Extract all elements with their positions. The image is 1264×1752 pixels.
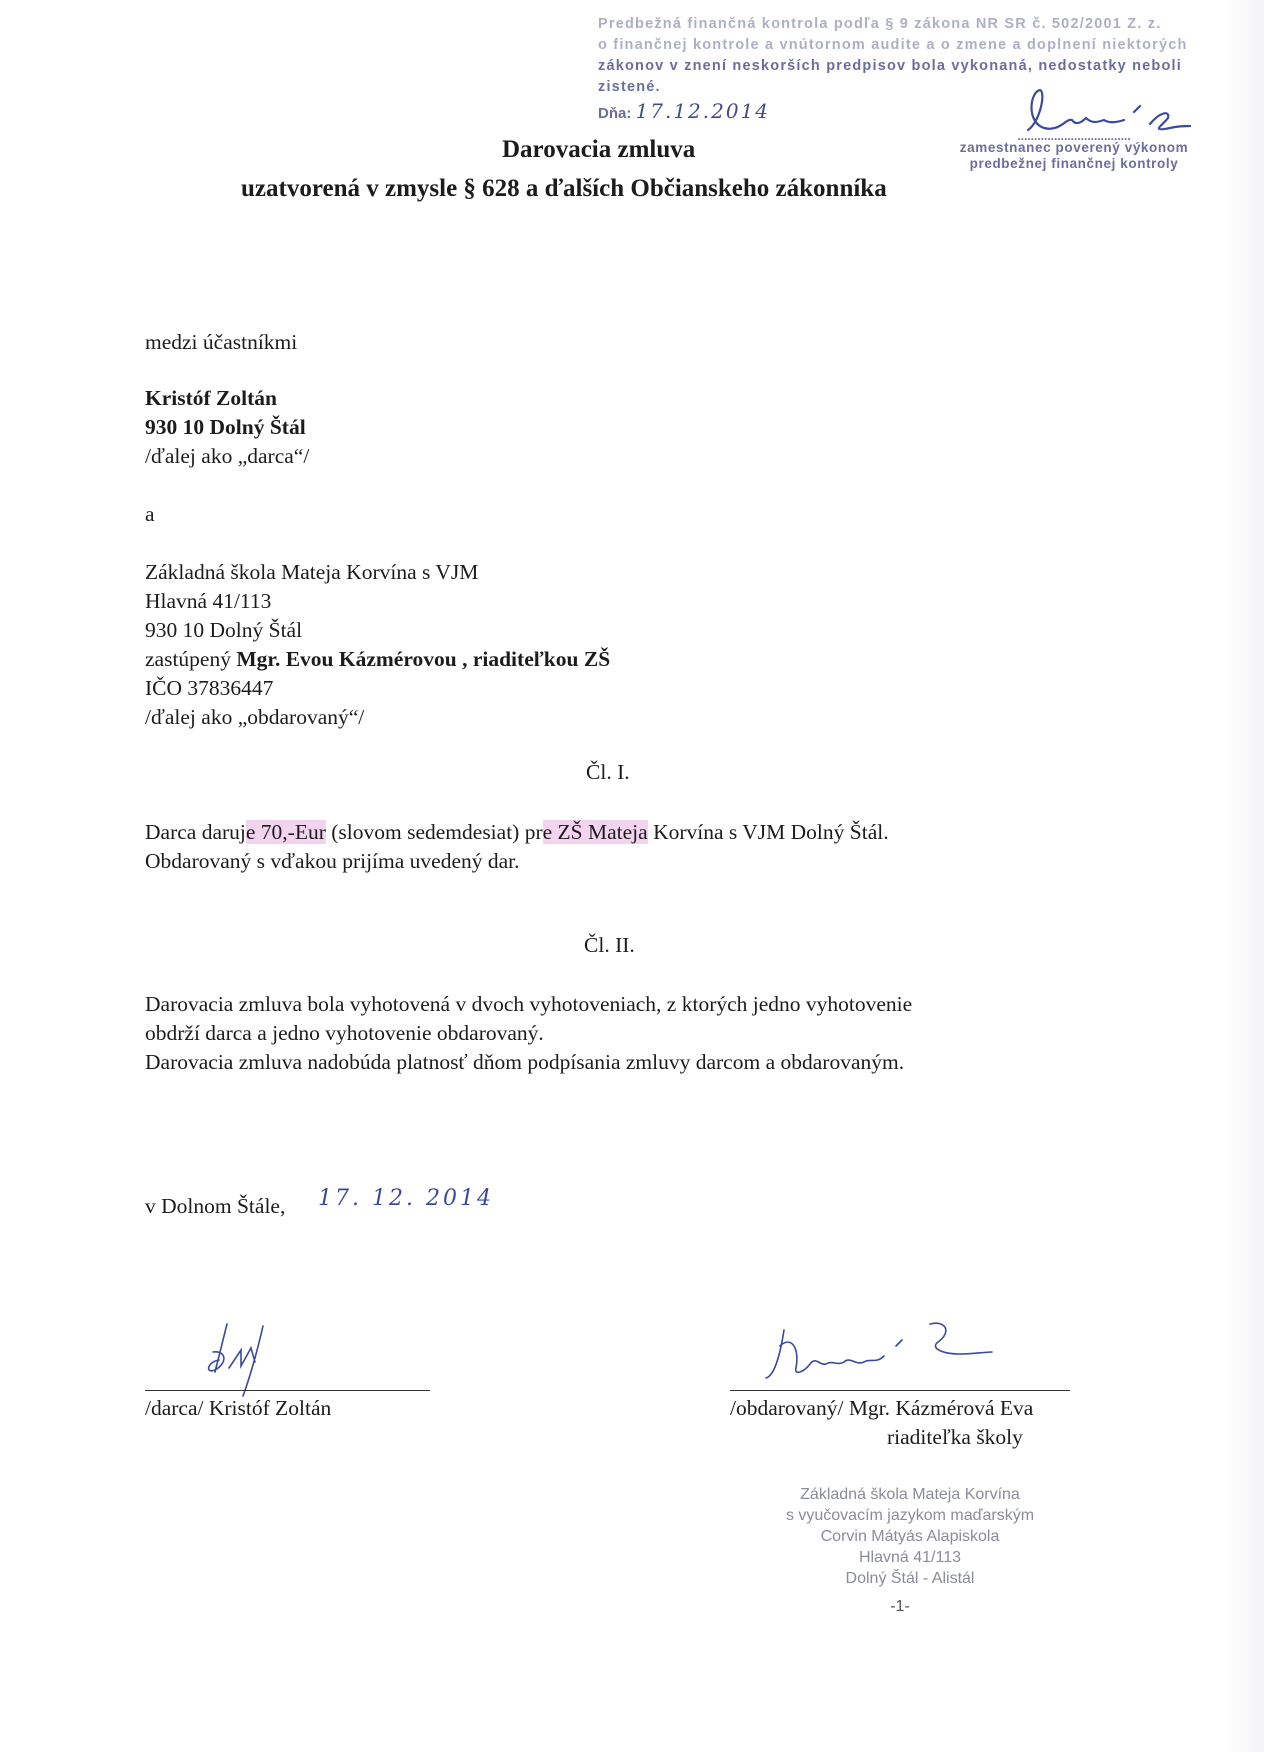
- recipient-street: Hlavná 41/113: [145, 589, 272, 613]
- article-1-heading: Čl. I.: [586, 760, 630, 784]
- article-2-line-2: obdrží darca a jedno vyhotovenie obdarovaný.: [145, 1021, 544, 1045]
- stamp-line-4: zistené.: [598, 79, 661, 95]
- recipient-signature-title: riaditeľka školy: [887, 1425, 1023, 1449]
- parties-intro: medzi účastníkmi: [145, 330, 298, 354]
- school-stamp: [700, 1484, 1120, 1589]
- recipient-role: /ďalej ako „obdarovaný“/: [145, 705, 365, 729]
- stamp-line-2: o finančnej kontrole a vnútornom audite a o zmene a doplnení niektorých: [598, 37, 1188, 53]
- article-2-line-1: Darovacia zmluva bola vyhotovená v dvoch vyhotoveniach, z ktorých jedno vyhotovenie: [145, 992, 913, 1016]
- closing-place: v Dolnom Štále,: [145, 1194, 286, 1218]
- stamp-dotted-line: ..................................: [1017, 129, 1131, 143]
- donor-address: 930 10 Dolný Štál: [145, 415, 306, 439]
- controller-signature: [1000, 82, 1200, 142]
- school-stamp-line-2: s vyučovacím jazykom maďarským: [785, 1507, 1035, 1524]
- school-stamp-line-4: Hlavná 41/113: [859, 1549, 961, 1566]
- article-2-line-3: Darovacia zmluva nadobúda platnosť dňom podpísania zmluvy darcom a obdarovaným.: [145, 1050, 905, 1074]
- recipient-ico: IČO 37836447: [145, 676, 274, 700]
- donor-role: /ďalej ako „darca“/: [145, 444, 310, 468]
- article-1-line-2: Obdarovaný s vďakou prijíma uvedený dar.: [145, 849, 520, 873]
- document-subtitle: uzatvorená v zmysle § 628 a ďalších Občianskeho zákonníka: [241, 175, 887, 202]
- article-1-text-a: Darca daruj: [145, 820, 246, 844]
- recipient-name: Základná škola Mateja Korvína s VJM: [145, 560, 479, 584]
- parties-conjunction: a: [145, 502, 155, 526]
- stamp-line-3: zákonov v znení neskorších predpisov bola vykonaná, nedostatky neboli: [598, 58, 1182, 74]
- recipient-signature: [760, 1316, 1000, 1396]
- recipient-signature-label: /obdarovaný/ Mgr. Kázmérová Eva: [730, 1396, 1034, 1420]
- stamp-role-line-1: zamestnanec poverený výkonom: [959, 140, 1189, 155]
- donor-name: Kristóf Zoltán: [145, 386, 277, 410]
- document-title: Darovacia zmluva: [502, 136, 696, 163]
- article-2-heading: Čl. II.: [584, 933, 635, 957]
- recipient-signature-line: [730, 1390, 1070, 1391]
- school-stamp-line-1: Základná škola Mateja Korvína: [800, 1486, 1020, 1503]
- recipient-rep-name: Mgr. Evou Kázmérovou , riaditeľkou ZŠ: [236, 647, 611, 671]
- school-stamp-line-5: Dolný Štál - Alistál: [845, 1570, 975, 1587]
- stamp-role-line-2: predbežnej finančnej kontroly: [969, 156, 1179, 171]
- recipient-city: 930 10 Dolný Štál: [145, 618, 303, 642]
- page-edge-shadow: [1226, 0, 1264, 1752]
- donor-signature-line: [145, 1390, 430, 1391]
- closing-date-handwritten: 17. 12. 2014: [318, 1186, 494, 1211]
- article-1-line-1: [145, 818, 889, 847]
- article-1-recipient-highlight: e ZŠ Mateja: [542, 820, 648, 844]
- stamp-date-label: Dňa:: [598, 105, 632, 122]
- school-stamp-line-3: Corvin Mátyás Alapiskola: [820, 1528, 1000, 1545]
- article-1-text-e: Korvína s VJM Dolný Štál.: [647, 820, 889, 844]
- article-1-amount-highlight: e 70,-Eur: [245, 820, 326, 844]
- page-number: -1-: [890, 1598, 910, 1615]
- stamp-line-1: Predbežná finančná kontrola podľa § 9 zákona NR SR č. 502/2001 Z. z.: [598, 16, 1162, 32]
- donor-signature: [185, 1312, 295, 1402]
- recipient-rep-prefix: zastúpený: [145, 647, 231, 671]
- article-1-text-c: (slovom sedemdesiat) pr: [325, 820, 543, 844]
- recipient-representative: [145, 645, 610, 674]
- stamp-date-value: 17.12.2014: [635, 99, 771, 123]
- donor-signature-label: /darca/ Kristóf Zoltán: [145, 1396, 332, 1420]
